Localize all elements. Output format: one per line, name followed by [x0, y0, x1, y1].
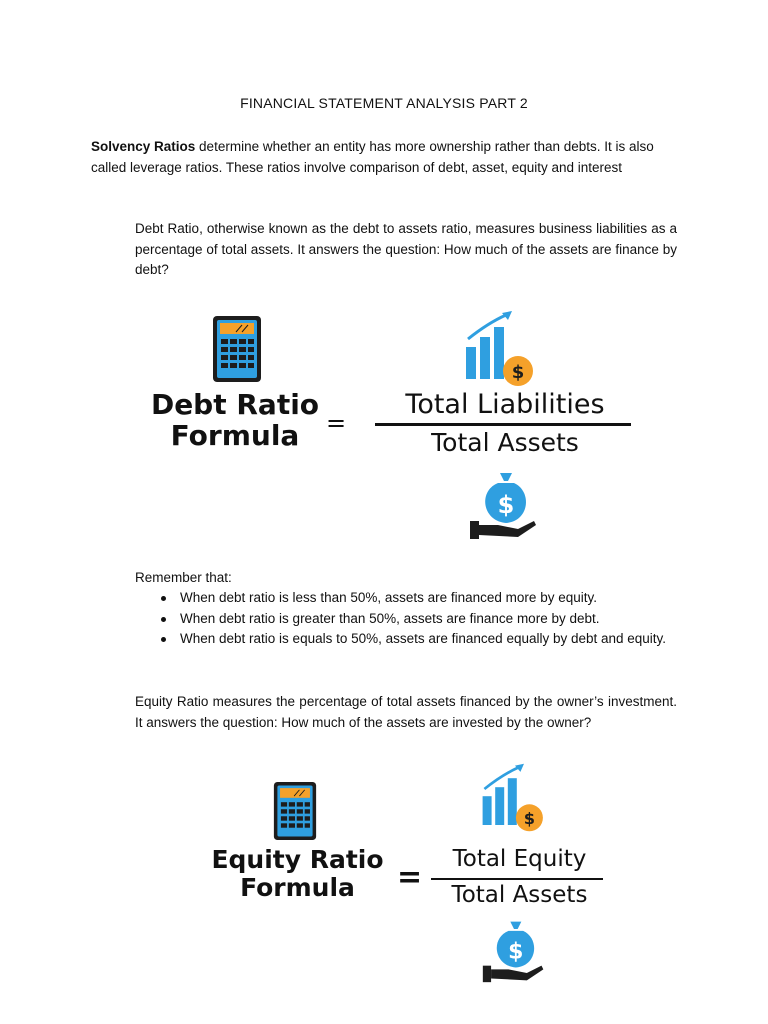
list-item: When debt ratio is less than 50%, assets are financed more by equity. — [160, 588, 677, 609]
list-item: When debt ratio is greater than 50%, assets are finance more by debt. — [160, 609, 677, 630]
equals-sign: = — [326, 409, 347, 437]
formula-name-line2: Formula — [240, 872, 355, 902]
formula-name-line1: Debt Ratio — [150, 388, 320, 421]
remember-heading: Remember that: — [135, 570, 232, 585]
solvency-intro — [91, 137, 678, 178]
solvency-intro-text: determine whether an entity has more ownership rather than debts. It is also called leverage ratios. These ratios involve comparison of debt, asset, equity and interest — [91, 139, 654, 175]
calculator-icon — [212, 315, 262, 383]
money-bag-hand-icon — [481, 918, 547, 984]
svg-text:$: $ — [511, 362, 525, 383]
equity-ratio-formula — [205, 760, 625, 990]
list-item: When debt ratio is equals to 50%, assets are financed equally by debt and equity. — [160, 629, 677, 650]
document-title: FINANCIAL STATEMENT ANALYSIS PART 2 — [240, 95, 528, 111]
formula-name-line2: Formula — [170, 418, 300, 452]
equity-ratio-paragraph: Equity Ratio measures the percentage of total assets financed by the owner’s investment. It answers the question: How much of the assets are invested by the owner? — [135, 694, 677, 730]
formula-denominator: Total Assets — [451, 882, 588, 908]
formula-denominator: Total Assets — [431, 428, 579, 457]
growth-chart-icon — [462, 309, 542, 389]
fraction-bar — [431, 878, 603, 880]
formula-name-line1: Equity Ratio — [211, 845, 384, 874]
growth-chart-icon — [479, 762, 551, 834]
formula-name — [205, 846, 390, 901]
fraction-bar — [375, 423, 631, 426]
svg-text:$: $ — [497, 491, 515, 519]
remember-list — [160, 588, 677, 650]
formula-name — [140, 390, 330, 452]
equals-sign: = — [397, 860, 423, 895]
formula-numerator: Total Liabilities — [405, 389, 605, 420]
debt-ratio-formula — [140, 305, 640, 545]
calculator-icon — [273, 780, 317, 842]
money-bag-hand-icon — [468, 469, 540, 541]
svg-text:$: $ — [508, 939, 524, 965]
svg-text:$: $ — [523, 809, 536, 829]
solvency-ratios-term: Solvency Ratios — [91, 139, 196, 154]
formula-numerator: Total Equity — [452, 846, 587, 872]
debt-ratio-paragraph: Debt Ratio, otherwise known as the debt to assets ratio, measures business liabilities as a percentage of total assets. It answers the question: How much of the assets are finance by debt? — [135, 221, 677, 277]
